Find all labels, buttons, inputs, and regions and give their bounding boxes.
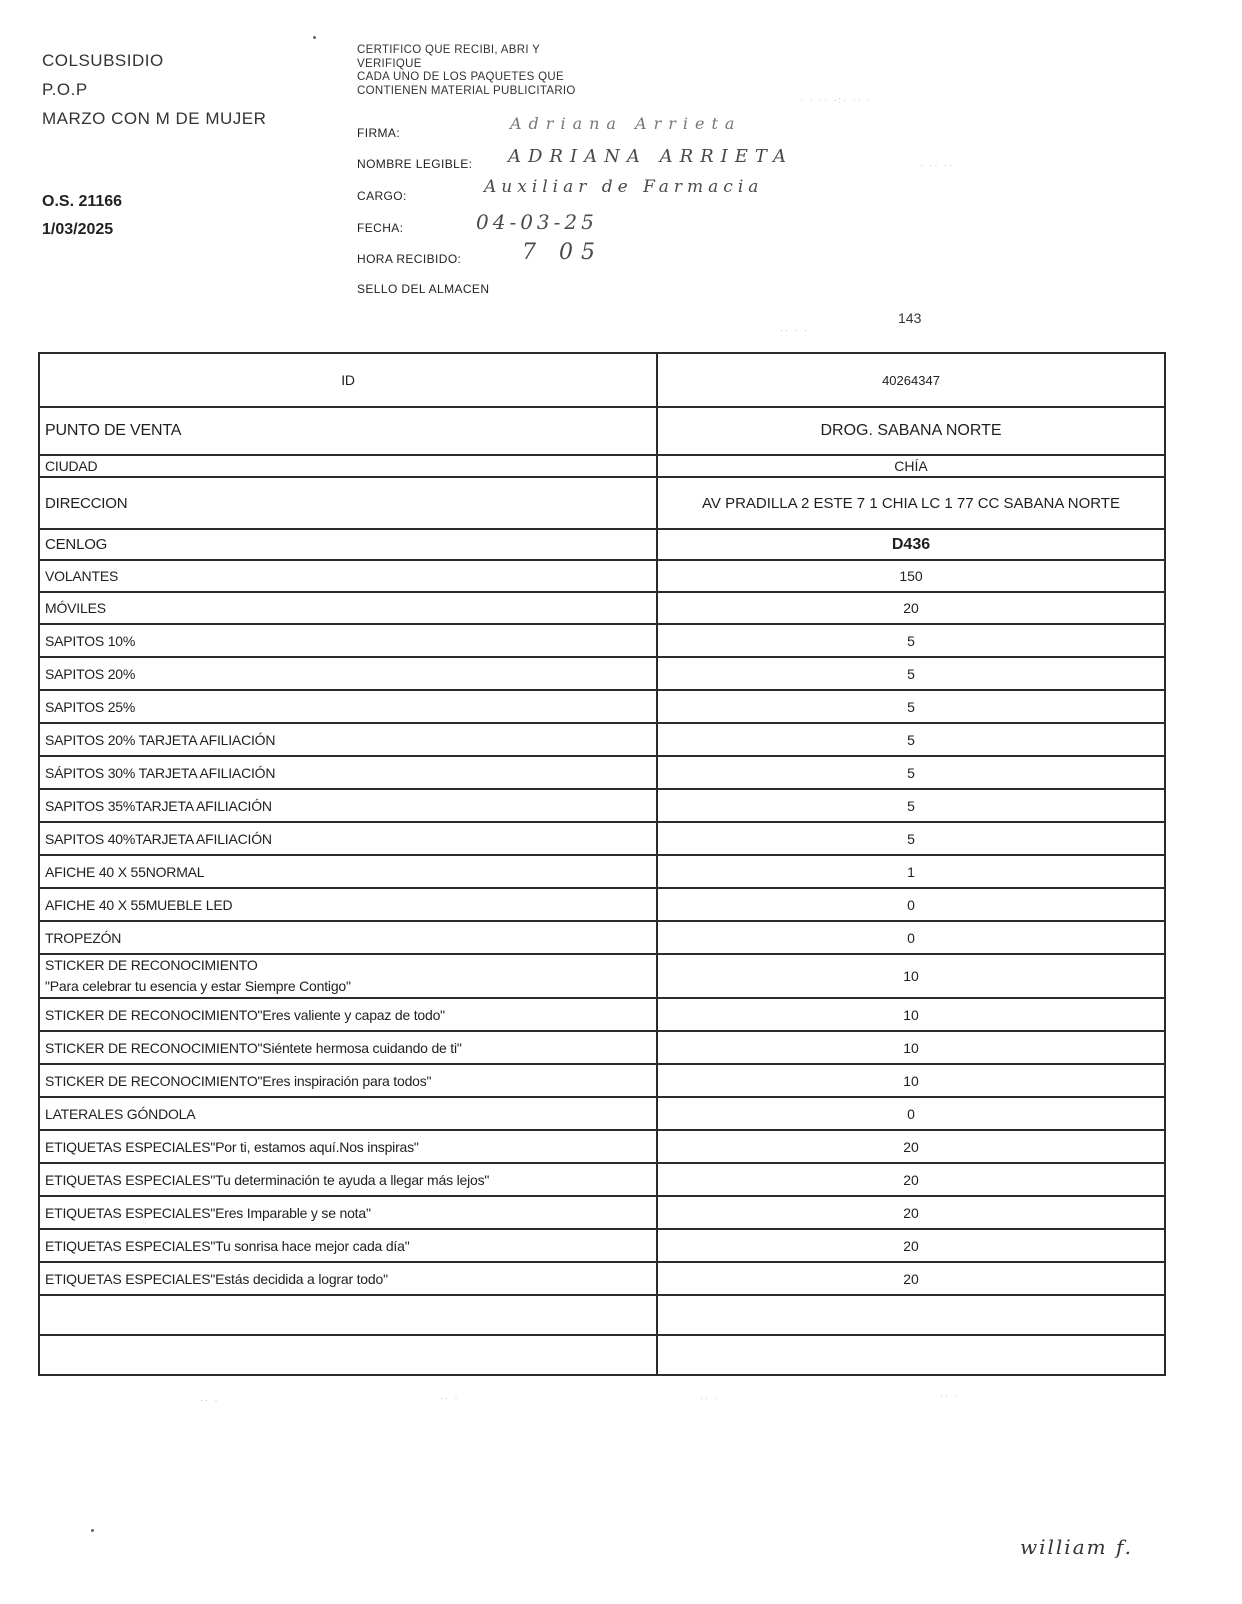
row-value: 20 bbox=[657, 1262, 1165, 1295]
table-row bbox=[39, 723, 1165, 756]
field-label: FIRMA: bbox=[357, 126, 401, 140]
header-left bbox=[42, 46, 266, 133]
row-value: 5 bbox=[657, 822, 1165, 855]
certificate-line: CADA UNO DE LOS PAQUETES QUE bbox=[357, 71, 564, 83]
table-row bbox=[39, 1064, 1165, 1097]
row-key: LATERALES GÓNDOLA bbox=[39, 1097, 657, 1130]
row-value: 0 bbox=[657, 921, 1165, 954]
row-key: PUNTO DE VENTA bbox=[39, 407, 657, 455]
row-value: AV PRADILLA 2 ESTE 7 1 CHIA LC 1 77 CC SABANA NORTE bbox=[657, 477, 1165, 529]
field-label: HORA RECIBIDO: bbox=[357, 252, 462, 266]
table-row bbox=[39, 822, 1165, 855]
table-row bbox=[39, 592, 1165, 624]
table-row bbox=[39, 353, 1165, 407]
table-row bbox=[39, 921, 1165, 954]
row-value: 5 bbox=[657, 723, 1165, 756]
row-value: 10 bbox=[657, 1031, 1165, 1064]
row-key-multiline bbox=[39, 954, 657, 998]
scan-noise: ·· · · bbox=[780, 325, 809, 335]
row-value: CHÍA bbox=[657, 455, 1165, 477]
company-name: COLSUBSIDIO bbox=[42, 51, 164, 70]
row-value: 5 bbox=[657, 789, 1165, 822]
page-number: 143 bbox=[898, 310, 922, 326]
table-row bbox=[39, 1097, 1165, 1130]
row-key: CENLOG bbox=[39, 529, 657, 560]
row-value: 150 bbox=[657, 560, 1165, 592]
row-key: SÁPITOS 30% TARJETA AFILIACIÓN bbox=[39, 756, 657, 789]
row-value: 0 bbox=[657, 888, 1165, 921]
scan-noise: ·· · bbox=[940, 1391, 960, 1401]
footer-signature: william f. bbox=[1020, 1535, 1133, 1559]
row-key-secondary: "Para celebrar tu esencia y estar Siempre Contigo" bbox=[45, 978, 351, 994]
table-row bbox=[39, 954, 1165, 998]
table-row bbox=[39, 789, 1165, 822]
table-row bbox=[39, 529, 1165, 560]
row-key: SAPITOS 40%TARJETA AFILIACIÓN bbox=[39, 822, 657, 855]
row-value: D436 bbox=[657, 529, 1165, 560]
handwritten-time: 7 05 bbox=[522, 240, 603, 265]
row-value: 10 bbox=[657, 998, 1165, 1031]
certificate-statement bbox=[357, 44, 576, 98]
signature-field bbox=[357, 124, 400, 142]
row-key: CIUDAD bbox=[39, 455, 657, 477]
table-row bbox=[39, 560, 1165, 592]
scan-noise: ·· · bbox=[700, 1393, 720, 1403]
scan-noise: ·· · bbox=[440, 1393, 460, 1403]
row-key: STICKER DE RECONOCIMIENTO bbox=[45, 957, 258, 973]
row-value: 20 bbox=[657, 1163, 1165, 1196]
row-value: 20 bbox=[657, 592, 1165, 624]
table-row bbox=[39, 1229, 1165, 1262]
time-received-field bbox=[357, 250, 461, 268]
table-row bbox=[39, 1196, 1165, 1229]
row-value: 5 bbox=[657, 690, 1165, 723]
row-key: ETIQUETAS ESPECIALES"Tu determinación te ayuda a llegar más lejos" bbox=[39, 1163, 657, 1196]
table-row bbox=[39, 624, 1165, 657]
row-key: ETIQUETAS ESPECIALES"Tu sonrisa hace mejor cada día" bbox=[39, 1229, 657, 1262]
table-row bbox=[39, 1335, 1165, 1375]
certificate-line: VERIFIQUE bbox=[357, 57, 422, 70]
row-key: ETIQUETAS ESPECIALES"Estás decidida a lograr todo" bbox=[39, 1262, 657, 1295]
row-key: MÓVILES bbox=[39, 592, 657, 624]
document-date: 1/03/2025 bbox=[42, 221, 114, 238]
table-row bbox=[39, 1031, 1165, 1064]
row-value: 20 bbox=[657, 1130, 1165, 1163]
handwritten-signature: Adriana Arrieta bbox=[510, 114, 742, 133]
row-key: VOLANTES bbox=[39, 560, 657, 592]
row-key: AFICHE 40 X 55MUEBLE LED bbox=[39, 888, 657, 921]
row-value: 10 bbox=[657, 1064, 1165, 1097]
scan-noise: · ·· ·· bbox=[920, 160, 954, 170]
field-label: CARGO: bbox=[357, 189, 407, 203]
table-row bbox=[39, 455, 1165, 477]
table-row bbox=[39, 998, 1165, 1031]
scan-dot bbox=[91, 1529, 94, 1532]
row-value: 10 bbox=[657, 954, 1165, 998]
table-row bbox=[39, 1163, 1165, 1196]
row-value: 20 bbox=[657, 1229, 1165, 1262]
campaign-name: MARZO CON M DE MUJER bbox=[42, 109, 267, 128]
table-row bbox=[39, 477, 1165, 529]
row-key: TROPEZÓN bbox=[39, 921, 657, 954]
field-label: FECHA: bbox=[357, 221, 404, 235]
row-key: ETIQUETAS ESPECIALES"Por ti, estamos aquí.Nos inspiras" bbox=[39, 1130, 657, 1163]
row-key: SAPITOS 25% bbox=[39, 690, 657, 723]
table-row bbox=[39, 690, 1165, 723]
row-key: SAPITOS 35%TARJETA AFILIACIÓN bbox=[39, 789, 657, 822]
row-key: ID bbox=[39, 353, 657, 407]
row-value: 5 bbox=[657, 756, 1165, 789]
row-key: ETIQUETAS ESPECIALES"Eres Imparable y se nota" bbox=[39, 1196, 657, 1229]
table-row bbox=[39, 888, 1165, 921]
row-value: 40264347 bbox=[657, 353, 1165, 407]
scan-noise: ·· · bbox=[200, 1395, 220, 1405]
service-order-number: O.S. 21166 bbox=[42, 193, 123, 210]
service-order-block bbox=[42, 188, 122, 244]
handwritten-name: ADRIANA ARRIETA bbox=[508, 146, 793, 167]
scan-noise: · · ·· ·:· ·· · bbox=[800, 95, 872, 105]
date-field bbox=[357, 219, 403, 237]
pop-material-table bbox=[38, 352, 1166, 1376]
table-row bbox=[39, 1130, 1165, 1163]
warehouse-stamp-label: SELLO DEL ALMACEN bbox=[357, 282, 490, 296]
legible-name-field bbox=[357, 155, 472, 173]
row-value: 1 bbox=[657, 855, 1165, 888]
row-key: STICKER DE RECONOCIMIENTO"Eres valiente y capaz de todo" bbox=[39, 998, 657, 1031]
handwritten-position: Auxiliar de Farmacia bbox=[484, 177, 764, 197]
handwritten-date: 04-03-25 bbox=[476, 210, 598, 234]
row-value bbox=[657, 1295, 1165, 1335]
row-key: SAPITOS 20% TARJETA AFILIACIÓN bbox=[39, 723, 657, 756]
table-row bbox=[39, 756, 1165, 789]
row-key: DIRECCION bbox=[39, 477, 657, 529]
table-row bbox=[39, 657, 1165, 690]
row-value: 5 bbox=[657, 657, 1165, 690]
field-label: NOMBRE LEGIBLE: bbox=[357, 157, 473, 171]
table-row bbox=[39, 855, 1165, 888]
certificate-line: CERTIFICO QUE RECIBI, ABRI Y bbox=[357, 44, 541, 56]
scan-dot bbox=[313, 36, 316, 39]
row-key bbox=[39, 1295, 657, 1335]
pop-label: P.O.P bbox=[42, 80, 88, 99]
row-key: STICKER DE RECONOCIMIENTO"Siéntete hermosa cuidando de ti" bbox=[39, 1031, 657, 1064]
row-key: STICKER DE RECONOCIMIENTO"Eres inspiración para todos" bbox=[39, 1064, 657, 1097]
row-value bbox=[657, 1335, 1165, 1375]
row-value: 5 bbox=[657, 624, 1165, 657]
row-key: SAPITOS 20% bbox=[39, 657, 657, 690]
row-value: 20 bbox=[657, 1196, 1165, 1229]
row-key: AFICHE 40 X 55NORMAL bbox=[39, 855, 657, 888]
certificate-line: CONTIENEN MATERIAL PUBLICITARIO bbox=[357, 84, 576, 97]
row-key bbox=[39, 1335, 657, 1375]
position-field bbox=[357, 187, 407, 205]
table-row bbox=[39, 407, 1165, 455]
row-key: SAPITOS 10% bbox=[39, 624, 657, 657]
table-row bbox=[39, 1295, 1165, 1335]
row-value: 0 bbox=[657, 1097, 1165, 1130]
row-value: DROG. SABANA NORTE bbox=[657, 407, 1165, 455]
table-row bbox=[39, 1262, 1165, 1295]
